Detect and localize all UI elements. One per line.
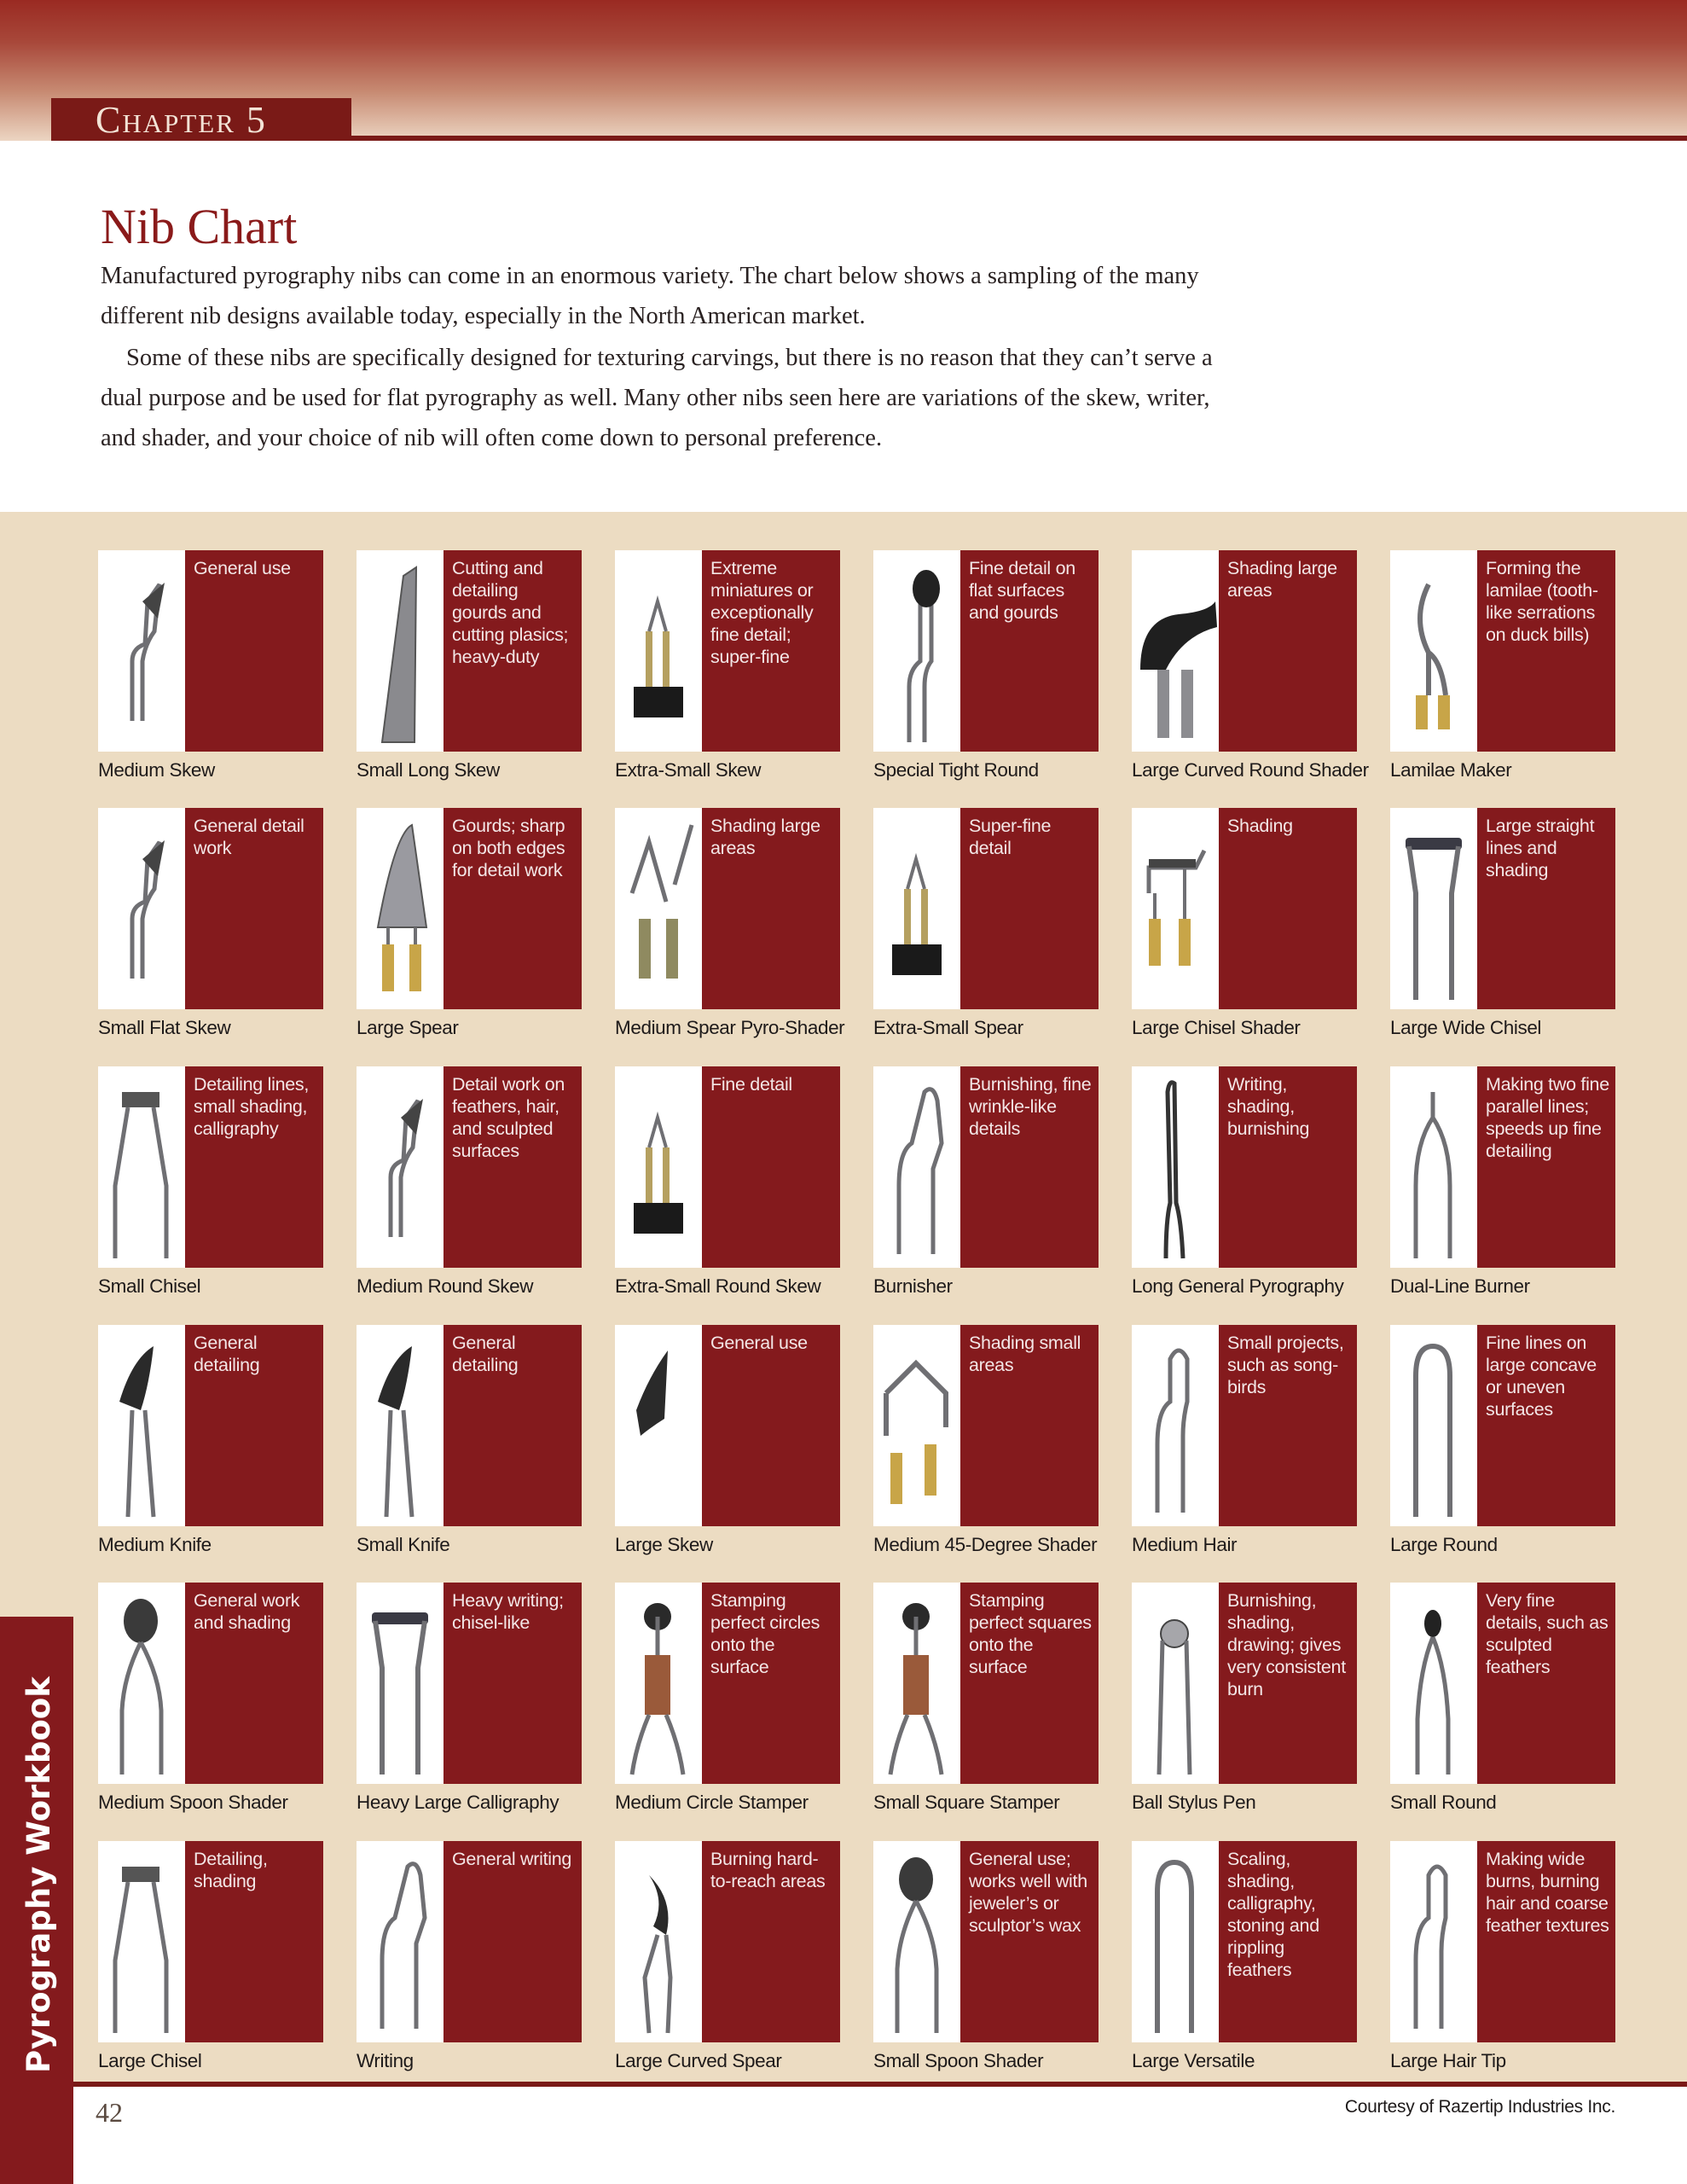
intro-paragraph-1: Manufactured pyrography nibs can come in an enormous variety. The chart below shows a sampling of the many different nib designs available today, especially in the North American market.: [101, 263, 1199, 329]
nib-use-description: Stamping perfect circles onto the surface: [702, 1583, 840, 1784]
chapter-label: Chapter 5: [51, 98, 351, 141]
nib-card: [1390, 1066, 1615, 1297]
nib-card: [615, 1583, 840, 1813]
nib-photo: [1390, 1066, 1477, 1268]
nib-photo: [98, 1066, 185, 1268]
nib-name: Small Knife: [357, 1534, 450, 1555]
nib-use-description: General writing: [443, 1841, 582, 2042]
nib-u-loop-icon: [1390, 1325, 1477, 1526]
nib-knife-icon: [357, 1325, 443, 1526]
nib-card: [615, 1066, 840, 1297]
nib-round-tip-icon: [873, 550, 960, 752]
nib-use-description: Cutting and detailing gourds and cutting plasics; heavy-duty: [443, 550, 582, 752]
nib-card: [1390, 808, 1615, 1038]
nib-wide-loop-icon: [357, 1583, 443, 1784]
nib-skew-icon: [357, 1066, 443, 1268]
nib-hair-icon: [1390, 1841, 1477, 2042]
nib-card: [1132, 808, 1357, 1038]
nib-use-description: Fine detail on flat surfaces and gourds: [960, 550, 1099, 752]
nib-dual-icon: [1390, 1066, 1477, 1268]
nib-tiny-post-icon: [615, 550, 702, 752]
nib-card: [615, 1841, 840, 2071]
nib-name: Large Skew: [615, 1534, 713, 1555]
photo-credit: Courtesy of Razertip Industries Inc.: [1344, 2097, 1615, 2117]
nib-use-description: Small projects, such as song-birds: [1219, 1325, 1357, 1526]
nib-card: [98, 808, 323, 1038]
nib-use-description: Shading small areas: [960, 1325, 1099, 1526]
nib-use-description: Burnishing, fine wrinkle-like details: [960, 1066, 1099, 1268]
nib-big-shader-icon: [1132, 550, 1219, 752]
nib-name: Large Curved Spear: [615, 2050, 782, 2071]
nib-name: Burnisher: [873, 1275, 953, 1297]
nib-card: [1132, 1583, 1357, 1813]
nib-card: [98, 550, 323, 781]
nib-use-description: Detailing, shading: [185, 1841, 323, 2042]
nib-bent-wire-icon: [873, 1066, 960, 1268]
nib-photo: [1132, 1066, 1219, 1268]
nib-ball-icon: [1132, 1583, 1219, 1784]
nib-spear-icon: [357, 808, 443, 1009]
page-title: Nib Chart: [101, 199, 298, 254]
nib-stamper-icon: [615, 1583, 702, 1784]
nib-photo: [357, 808, 443, 1009]
nib-card: [615, 808, 845, 1038]
nib-card: [357, 808, 582, 1038]
nib-photo: [1390, 808, 1477, 1009]
nib-name: Extra-Small Round Skew: [615, 1275, 821, 1297]
nib-card: [98, 1325, 323, 1555]
nib-use-description: Detailing lines, small shading, calligraphy: [185, 1066, 323, 1268]
nib-tiny-post-icon: [615, 1066, 702, 1268]
nib-hook-icon: [1390, 550, 1477, 752]
nib-use-description: Shading large areas: [702, 808, 840, 1009]
nib-name: Lamilae Maker: [1390, 759, 1512, 781]
footer-rule: [73, 2082, 1687, 2087]
nib-card: [357, 1583, 582, 1813]
nib-card: [1390, 1841, 1615, 2071]
nib-use-description: Writing, shading, burnishing: [1219, 1066, 1357, 1268]
nib-card: [1390, 550, 1615, 781]
nib-spoon-icon: [98, 1583, 185, 1784]
nib-name: Large Hair Tip: [1390, 2050, 1506, 2071]
nib-use-description: General use; works well with jeweler’s or sculptor’s wax: [960, 1841, 1099, 2042]
nib-photo: [98, 808, 185, 1009]
nib-name: Large Versatile: [1132, 2050, 1255, 2071]
nib-photo: [615, 1841, 702, 2042]
nib-chisel-icon: [98, 1066, 185, 1268]
nib-name: Extra-Small Spear: [873, 1017, 1023, 1038]
nib-photo: [615, 550, 702, 752]
nib-name: Large Wide Chisel: [1390, 1017, 1542, 1038]
nib-photo: [357, 550, 443, 752]
nib-card: [873, 1066, 1099, 1297]
nib-name: Small Long Skew: [357, 759, 500, 781]
nib-card: [357, 550, 582, 781]
nib-name: Medium Spear Pyro-Shader: [615, 1017, 845, 1038]
nib-name: Small Spoon Shader: [873, 2050, 1044, 2071]
nib-card: [1132, 1325, 1357, 1555]
nib-card: [1132, 1066, 1357, 1297]
nib-long-wire-icon: [1132, 1066, 1219, 1268]
nib-card: [98, 1583, 323, 1813]
nib-photo: [873, 1066, 960, 1268]
nib-use-description: Detail work on feathers, hair, and sculpted surfaces: [443, 1066, 582, 1268]
nib-photo: [873, 1325, 960, 1526]
nib-use-description: Very fine details, such as sculpted feathers: [1477, 1583, 1615, 1784]
nib-card: [873, 1841, 1099, 2071]
nib-photo: [615, 808, 702, 1009]
nib-name: Medium Skew: [98, 759, 215, 781]
nib-name: Writing: [357, 2050, 414, 2071]
nib-name: Large Curved Round Shader: [1132, 759, 1369, 781]
nib-photo: [98, 1325, 185, 1526]
nib-photo: [357, 1583, 443, 1784]
nib-photo: [1132, 1325, 1219, 1526]
nib-stamper-icon: [873, 1583, 960, 1784]
nib-photo: [1132, 1583, 1219, 1784]
nib-name: Small Chisel: [98, 1275, 201, 1297]
nib-name: Special Tight Round: [873, 759, 1039, 781]
nib-photo: [98, 1841, 185, 2042]
nib-use-description: Making wide burns, burning hair and coarse feather textures: [1477, 1841, 1615, 2042]
nib-photo: [357, 1325, 443, 1526]
nib-long-blade-icon: [357, 550, 443, 752]
nib-u-loop-icon: [1132, 1841, 1219, 2042]
nib-card: [98, 1841, 323, 2071]
nib-card: [873, 1325, 1099, 1555]
nib-photo: [1132, 550, 1219, 752]
nib-use-description: Forming the lamilae (tooth-like serrations on duck bills): [1477, 550, 1615, 752]
nib-use-description: General detailing: [185, 1325, 323, 1526]
nib-use-description: Shading large areas: [1219, 550, 1357, 752]
nib-name: Large Chisel: [98, 2050, 202, 2071]
nib-use-description: Scaling, shading, calligraphy, stoning and rippling feathers: [1219, 1841, 1357, 2042]
nib-name: Heavy Large Calligraphy: [357, 1792, 559, 1813]
nib-use-description: General detailing: [443, 1325, 582, 1526]
nib-name: Dual-Line Burner: [1390, 1275, 1530, 1297]
nib-use-description: Burnishing, shading, drawing; gives very consistent burn: [1219, 1583, 1357, 1784]
nib-photo: [873, 1841, 960, 2042]
nib-photo: [1390, 550, 1477, 752]
nib-skew-icon: [98, 808, 185, 1009]
nib-use-description: Heavy writing; chisel-like: [443, 1583, 582, 1784]
nib-name: Medium Round Skew: [357, 1275, 534, 1297]
nib-photo: [873, 550, 960, 752]
nib-card: [615, 1325, 840, 1555]
nib-name: Medium Hair: [1132, 1534, 1238, 1555]
nib-use-description: Large straight lines and shading: [1477, 808, 1615, 1009]
nib-angle-shader-icon: [873, 1325, 960, 1526]
nib-use-description: Fine lines on large concave or uneven surfaces: [1477, 1325, 1615, 1526]
nib-photo: [98, 550, 185, 752]
nib-photo: [1390, 1841, 1477, 2042]
nib-card: [1132, 550, 1369, 781]
nib-chisel-shader-icon: [1132, 808, 1219, 1009]
nib-use-description: Fine detail: [702, 1066, 840, 1268]
nib-use-description: Gourds; sharp on both edges for detail work: [443, 808, 582, 1009]
nib-wide-loop-icon: [1390, 808, 1477, 1009]
sidebar-book-title: Pyrography Workbook: [20, 1676, 57, 2073]
nib-photo: [357, 1841, 443, 2042]
nib-name: Small Round: [1390, 1792, 1497, 1813]
nib-use-description: Shading: [1219, 808, 1357, 1009]
nib-spear-shader-icon: [615, 808, 702, 1009]
nib-name: Large Chisel Shader: [1132, 1017, 1301, 1038]
nib-photo: [98, 1583, 185, 1784]
nib-photo: [1132, 808, 1219, 1009]
nib-photo: [873, 1583, 960, 1784]
nib-name: Long General Pyrography: [1132, 1275, 1344, 1297]
nib-card: [98, 1066, 323, 1297]
nib-hair-icon: [1132, 1325, 1219, 1526]
nib-card: [1390, 1325, 1615, 1555]
nib-name: Large Spear: [357, 1017, 459, 1038]
nib-skew-icon: [98, 550, 185, 752]
nib-photo: [615, 1325, 702, 1526]
nib-photo: [1390, 1325, 1477, 1526]
nib-use-description: Extreme miniatures or exceptionally fine detail; super-fine: [702, 550, 840, 752]
nib-bent-wire-icon: [357, 1841, 443, 2042]
nib-curved-spear-icon: [615, 1841, 702, 2042]
nib-use-description: General use: [702, 1325, 840, 1526]
nib-small-round-icon: [1390, 1583, 1477, 1784]
nib-card: [873, 808, 1099, 1038]
nib-card: [1390, 1583, 1615, 1813]
nib-use-description: Super-fine detail: [960, 808, 1099, 1009]
nib-chisel-icon: [98, 1841, 185, 2042]
page-number: 42: [96, 2097, 123, 2128]
nib-use-description: General use: [185, 550, 323, 752]
nib-name: Medium Circle Stamper: [615, 1792, 809, 1813]
nib-name: Ball Stylus Pen: [1132, 1792, 1256, 1813]
nib-name: Extra-Small Skew: [615, 759, 762, 781]
nib-spoon-icon: [873, 1841, 960, 2042]
nib-name: Small Square Stamper: [873, 1792, 1060, 1813]
nib-card: [873, 550, 1099, 781]
nib-use-description: Making two fine parallel lines; speeds up fine detailing: [1477, 1066, 1615, 1268]
nib-photo: [615, 1583, 702, 1784]
intro-paragraph-2: Some of these nibs are specifically designed for texturing carvings, but there is no reason that they can’t serve a dual purpose and be used for flat pyrography as well. Many other nibs seen here are variations of the skew, writer, and shader, and your choice of nib will often come down to personal preference.: [101, 345, 1213, 451]
nib-large-skew-icon: [615, 1325, 702, 1526]
nib-card: [357, 1841, 582, 2071]
nib-card: [615, 550, 840, 781]
nib-use-description: Stamping perfect squares onto the surface: [960, 1583, 1099, 1784]
nib-card: [357, 1066, 582, 1297]
nib-photo: [1132, 1841, 1219, 2042]
nib-name: Medium Knife: [98, 1534, 212, 1555]
nib-photo: [615, 1066, 702, 1268]
nib-card: [357, 1325, 582, 1555]
nib-use-description: Burning hard-to-reach areas: [702, 1841, 840, 2042]
nib-card: [873, 1583, 1099, 1813]
nib-use-description: General detail work: [185, 808, 323, 1009]
nib-tiny-post-icon: [873, 808, 960, 1009]
nib-card: [1132, 1841, 1357, 2071]
nib-name: Medium Spoon Shader: [98, 1792, 288, 1813]
nib-photo: [1390, 1583, 1477, 1784]
nib-photo: [873, 808, 960, 1009]
nib-name: Small Flat Skew: [98, 1017, 231, 1038]
nib-knife-icon: [98, 1325, 185, 1526]
nib-name: Large Round: [1390, 1534, 1498, 1555]
nib-use-description: General work and shading: [185, 1583, 323, 1784]
nib-photo: [357, 1066, 443, 1268]
nib-name: Medium 45-Degree Shader: [873, 1534, 1098, 1555]
